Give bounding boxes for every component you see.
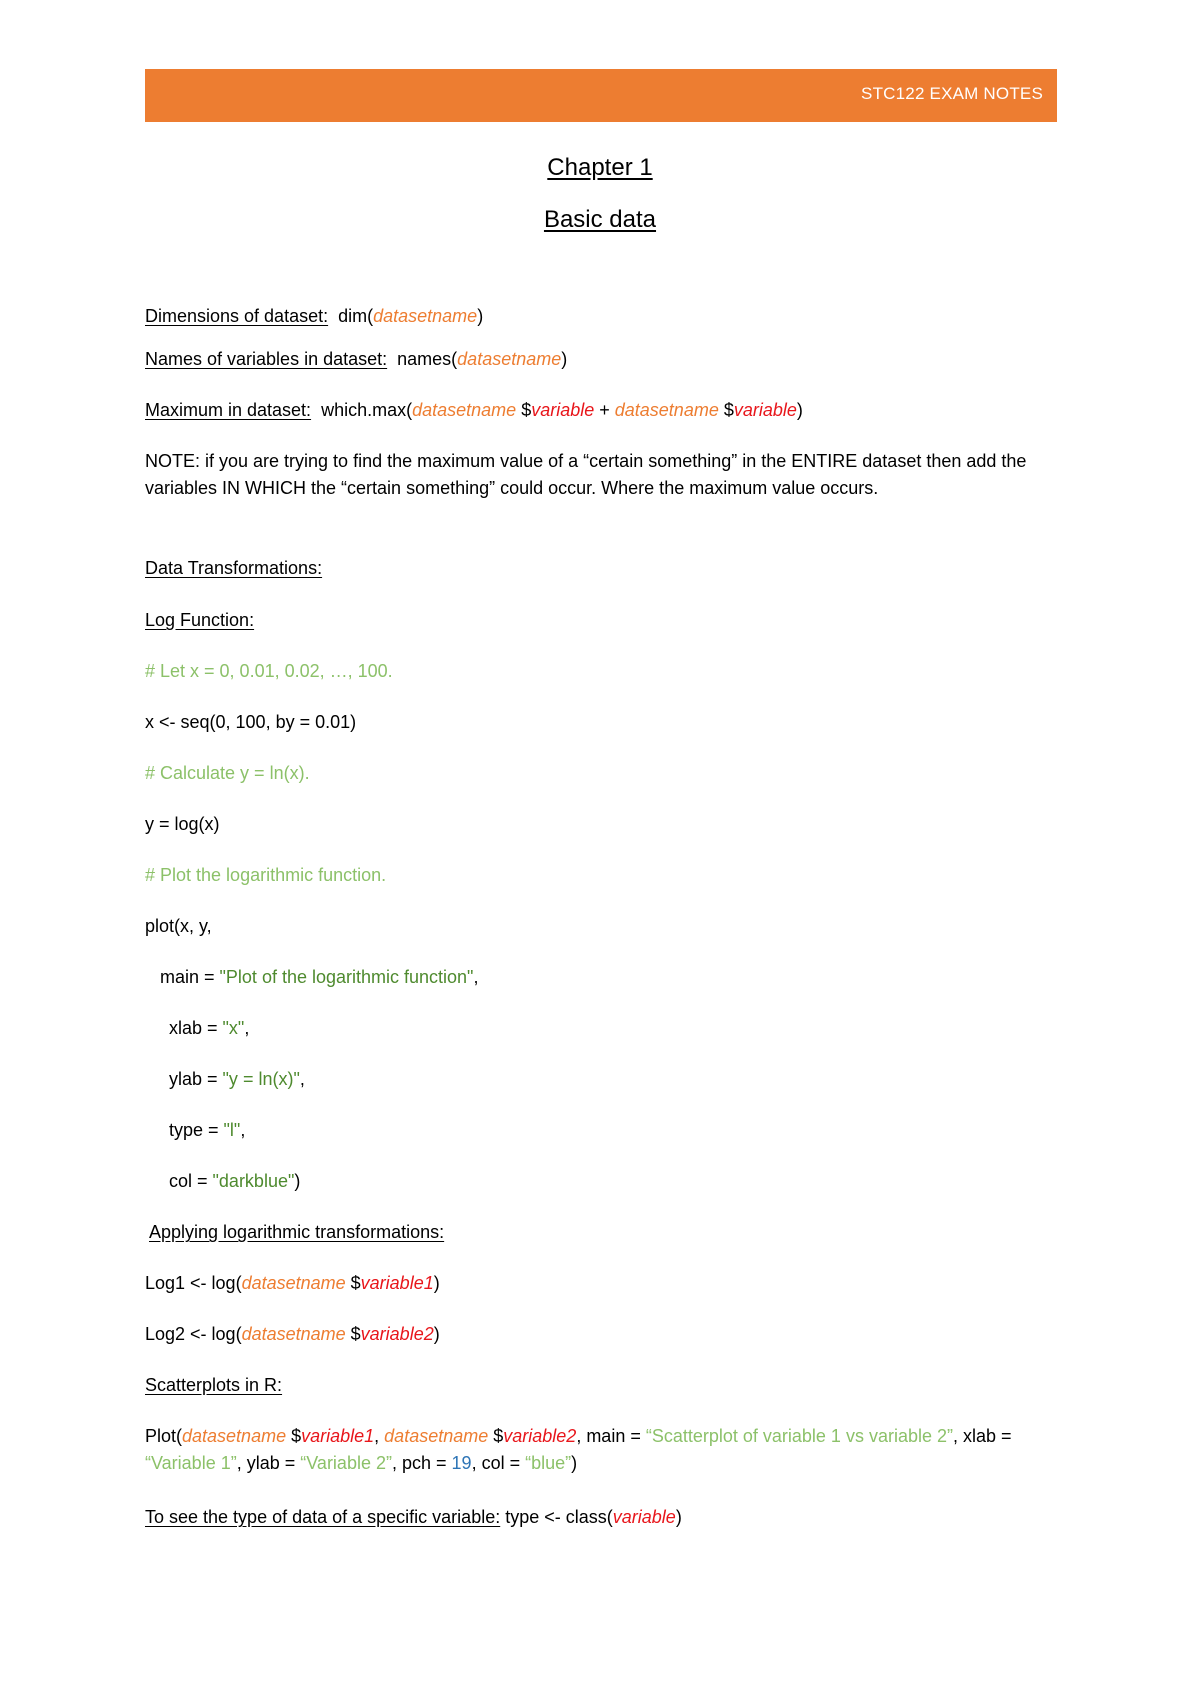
maximum-line [145,397,1057,424]
log1-prefix: Log1 <- log( [145,1273,242,1293]
scatter-main-value: “Scatterplot of variable 1 vs variable 2” [645,1426,953,1446]
plot-xlab-key: xlab = [169,1018,223,1038]
log2-line [145,1321,1057,1348]
log1-dollar: $ [345,1273,361,1293]
plot-type-value: "l" [223,1120,241,1140]
code-line-1: x <- seq(0, 100, by = 0.01) [145,712,357,732]
plot-ylab-line [169,1066,1081,1093]
scatter-pch-key: , pch = [391,1453,452,1473]
scatter-heading [145,1372,1057,1399]
plot-col-end: ) [294,1171,301,1191]
maximum-var1: variable [531,400,595,420]
scatter-var1: variable1 [301,1426,375,1446]
scatter-arg2: datasetname [384,1426,489,1446]
chapter-title: Chapter 1 [547,154,653,181]
scatter-col-value: “blue” [525,1453,572,1473]
plot-ylab-value: "y = ln(x)" [222,1069,300,1089]
plot-col-line [169,1168,1081,1195]
maximum-plus: + [594,400,615,420]
scatter-dollar2: $ [488,1426,504,1446]
maximum-var2: variable [733,400,797,420]
scatter-main-key: , main = [576,1426,646,1446]
code-line-2: y = log(x) [145,814,220,834]
type-of-data-arg: variable [612,1507,676,1527]
names-close: ) [561,349,568,369]
plot-type-key: type = [169,1120,224,1140]
log-function-heading [145,607,1057,634]
scatter-xlab-value: “Variable 1” [145,1453,237,1473]
plot-ylab-end: , [299,1069,305,1089]
plot-main-line [160,964,1072,991]
names-line [145,346,1057,373]
transformations-heading-text: Data Transformations: [145,558,323,578]
type-of-data-code: type <- class( [500,1507,613,1527]
maximum-arg2: datasetname [614,400,719,420]
plot-main-key: main = [160,967,220,987]
type-of-data-label: To see the type of data of a specific variable: [145,1507,501,1527]
dimensions-close: ) [477,306,484,326]
plot-col-key: col = [169,1171,213,1191]
dimensions-label: Dimensions of dataset: [145,306,329,326]
type-of-data-line [145,1504,1057,1531]
scatter-close: ) [571,1453,578,1473]
names-arg: datasetname [457,349,562,369]
maximum-label: Maximum in dataset: [145,400,312,420]
scatter-col-key: , col = [471,1453,526,1473]
note-paragraph: NOTE: if you are trying to find the maximum value of a “certain something” in the ENTIRE dataset then add the variables IN WHICH the “certain something” could occur. Where the maximum value occurs. [145,451,1027,498]
code-comment-1: # Let x = 0, 0.01, 0.02, …, 100. [145,661,393,681]
log1-line [145,1270,1057,1297]
dimensions-line [145,303,1057,330]
scatter-comma1: , [374,1426,385,1446]
dimensions-arg: datasetname [373,306,478,326]
maximum-arg1: datasetname [412,400,517,420]
scatter-heading-text: Scatterplots in R: [145,1375,283,1395]
plot-main-end: , [473,967,479,987]
log2-close: ) [433,1324,440,1344]
scatter-arg1: datasetname [182,1426,287,1446]
log1-arg: datasetname [241,1273,346,1293]
plot-type-end: , [240,1120,246,1140]
names-label: Names of variables in dataset: [145,349,388,369]
header-bar [145,69,1057,122]
plot-col-value: "darkblue" [212,1171,295,1191]
scatter-plot: Plot( [145,1426,183,1446]
plot-xlab-value: "x" [222,1018,245,1038]
log2-dollar: $ [345,1324,361,1344]
log2-prefix: Log2 <- log( [145,1324,242,1344]
scatter-var2: variable2 [503,1426,577,1446]
applying-heading-text: Applying logarithmic transformations: [149,1222,445,1242]
applying-heading [149,1219,1061,1246]
transformations-heading [145,555,1057,582]
maximum-dollar1: $ [516,400,532,420]
type-of-data-close: ) [675,1507,682,1527]
header-title: STC122 EXAM NOTES [861,84,1043,103]
plot-main-value: "Plot of the logarithmic function" [219,967,474,987]
code-comment-3: # Plot the logarithmic function. [145,865,387,885]
scatter-ylab-value: “Variable 2” [300,1453,392,1473]
plot-ylab-key: ylab = [169,1069,223,1089]
scatter-ylab-key: , ylab = [236,1453,301,1473]
code-comment-2: # Calculate y = ln(x). [145,763,310,783]
log1-close: ) [433,1273,440,1293]
plot-type-line [169,1117,1081,1144]
log2-var: variable2 [360,1324,434,1344]
log1-var: variable1 [360,1273,434,1293]
dimensions-func: dim( [338,306,374,326]
names-func: names( [397,349,458,369]
scatter-code [145,1423,1057,1477]
plot-open-line: plot(x, y, [145,916,212,936]
section-title: Basic data [543,206,657,233]
log2-arg: datasetname [241,1324,346,1344]
maximum-dollar2: $ [718,400,734,420]
maximum-close: ) [796,400,803,420]
log-function-heading-text: Log Function: [145,610,255,630]
scatter-dollar1: $ [286,1426,302,1446]
scatter-xlab-key: , xlab = [953,1426,1012,1446]
scatter-pch-value: 19 [451,1453,472,1473]
maximum-func: which.max( [321,400,413,420]
plot-xlab-line [169,1015,1081,1042]
plot-xlab-end: , [244,1018,250,1038]
